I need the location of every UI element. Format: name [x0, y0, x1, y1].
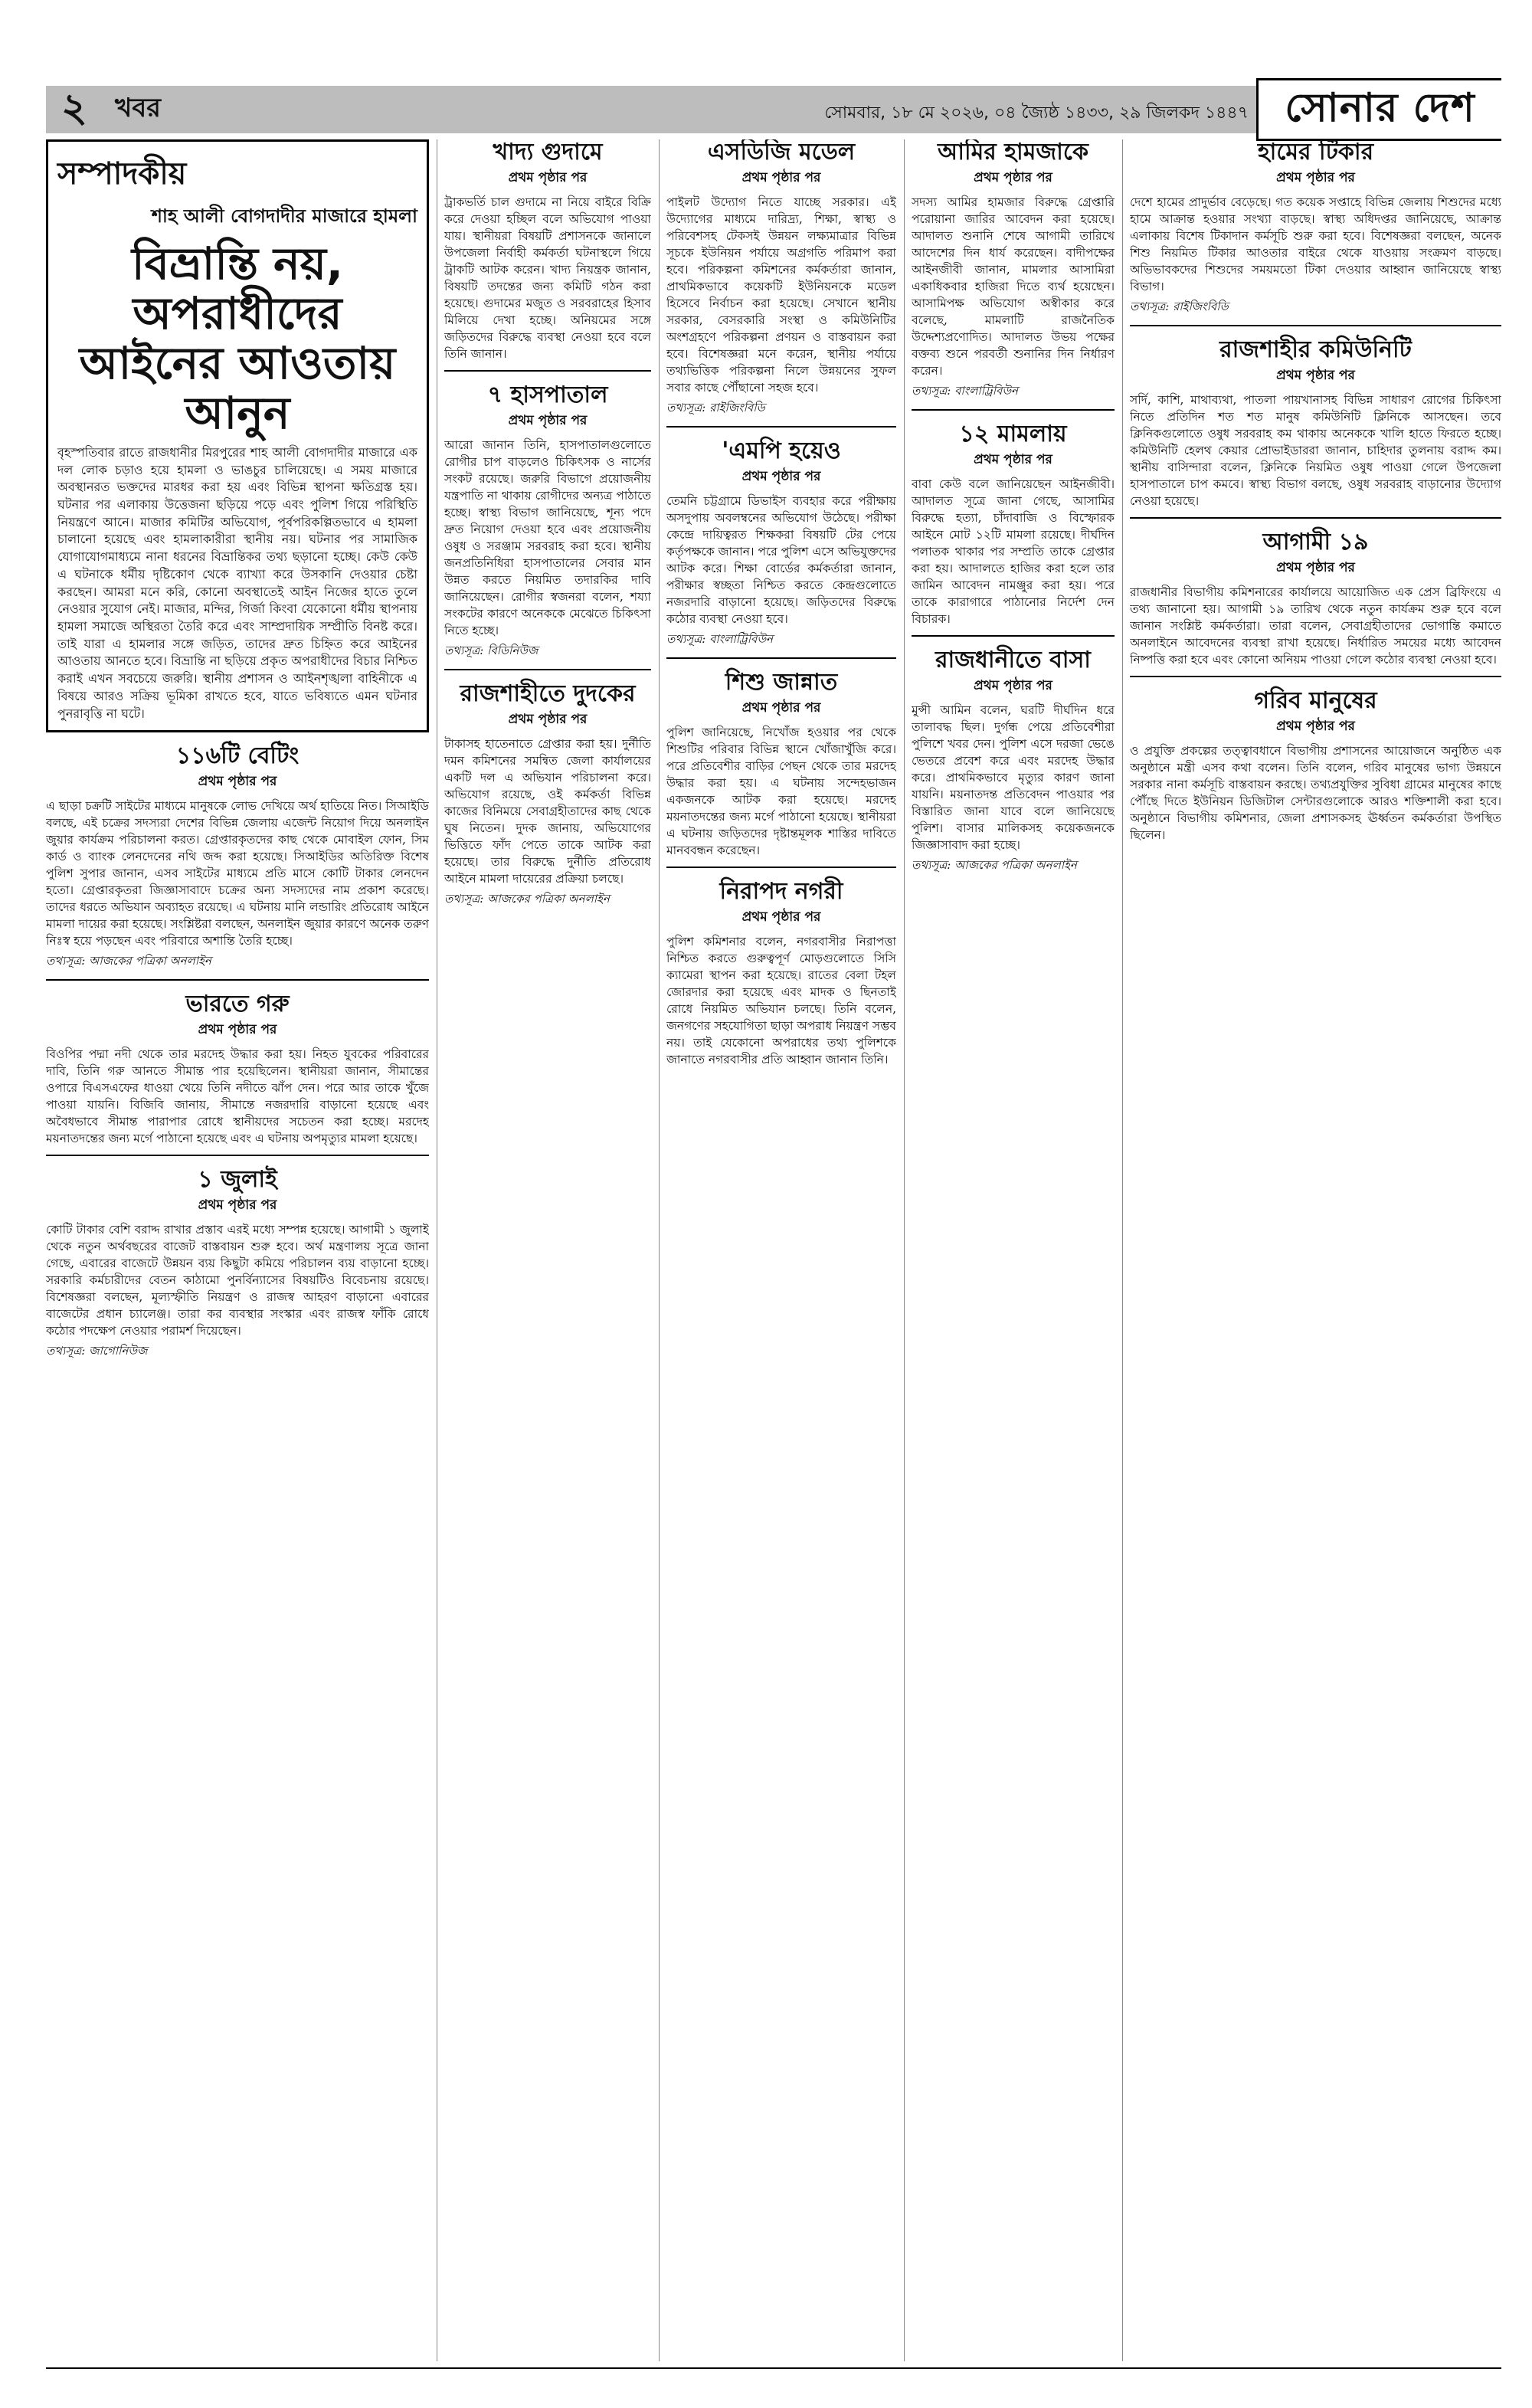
continued-label: প্রথম পৃষ্ঠার পর	[198, 1197, 277, 1214]
source-line: তথ্যসূত্র: আজকের পত্রিকা অনলাইন	[46, 954, 211, 968]
continued-label: প্রথম পৃষ্ঠার পর	[1276, 560, 1355, 575]
article-headline: ৭ হাসপাতাল	[487, 382, 608, 408]
divider	[444, 370, 651, 372]
divider	[1130, 676, 1501, 677]
source-line: তথ্যসূত্র: রাইজিংবিডি	[666, 401, 765, 414]
article-body: সর্দি, কাশি, মাথাব্যথা, পাতলা পায়খানাসহ বিভিন্ন সাধারণ রোগের চিকিৎসা নিতে প্রতিদিন শত শত মানুষ কমিউনিটি ক্লিনিকে আসছেন। তবে ক্লিনিকগুলোতে ওষুধ সরবরাহ কম থাকায় অনেককে খালি হাতে ফিরতে হচ্ছে। কমিউনিটি হেলথ কেয়ার প্রোভাইডাররা জানান, চাহিদার তুলনায় বরাদ্দ কম। স্থানীয় বাসিন্দারা বলেন, ক্লিনিকে নিয়মিত ওষুধ পাওয়া গেলে উপজেলা হাসপাতালে চাপ কমবে। স্বাস্থ্য বিভাগ বলছে, ওষুধ সরবরাহ বাড়ানোর উদ্যোগ নেওয়া হয়েছে।	[1130, 393, 1501, 508]
article-body: বিওপির পদ্মা নদী থেকে তার মরদেহ উদ্ধার করা হয়। নিহত যুবকের পরিবারের দাবি, তিনি গরু আনতে সীমান্ত পার হয়েছিলেন। স্থানীয়রা জানান, সীমান্তের ওপারে বিএসএফের ধাওয়া খেয়ে তিনি নদীতে ঝাঁপ দেন। পরে আর তাকে খুঁজে পাওয়া যায়নি। বিজিবি জানায়, সীমান্তে নজরদারি বাড়ানো হয়েছে এবং অবৈধভাবে সীমান্ত পারাপার রোধে স্থানীয়দের সচেতন করা হচ্ছে। মরদেহ ময়নাতদন্তের জন্য মর্গে পাঠানো হয়েছে এবং এ ঘটনায় অপমৃত্যুর মামলা হয়েছে।	[46, 1047, 429, 1146]
article-headline: শিশু জান্নাত	[725, 669, 838, 696]
article-headline: গরিব মানুষের	[1254, 687, 1377, 714]
continued-label: প্রথম পৃষ্ঠার পর	[1276, 368, 1355, 383]
column-1	[46, 139, 429, 2361]
article-body: ট্রাকভর্তি চাল গুদামে না নিয়ে বাইরে বিক্রি করে দেওয়া হচ্ছিল বলে অভিযোগ পাওয়া যায়। স্থানীয়রা বিষয়টি প্রশাসনকে জানালে উপজেলা নির্বাহী কর্মকর্তা ঘটনাস্থলে গিয়ে ট্রাকটি আটক করেন। খাদ্য নিয়ন্ত্রক জানান, বিষয়টি তদন্তের জন্য কমিটি গঠন করা হয়েছে। গুদামের মজুত ও সরবরাহের হিসাব মিলিয়ে দেখা হচ্ছে। অনিয়মের সঙ্গে জড়িতদের বিরুদ্ধে ব্যবস্থা নেওয়া হবে বলে তিনি জানান।	[444, 195, 651, 361]
editorial-label: সম্পাদকীয়	[57, 156, 187, 192]
continued-label: প্রথম পৃষ্ঠার পর	[508, 712, 588, 727]
divider	[666, 867, 896, 868]
divider	[912, 409, 1115, 411]
brand-logo: সোনার দেশ	[1256, 78, 1501, 141]
column-4	[912, 139, 1115, 2361]
article-body: টাকাসহ হাতেনাতে গ্রেপ্তার করা হয়। দুর্নীতি দমন কমিশনের সমন্বিত জেলা কার্যালয়ের একটি দল এ অভিযান পরিচালনা করে। অভিযোগ রয়েছে, ওই কর্মকর্তা বিভিন্ন কাজের বিনিময়ে সেবাগ্রহীতাদের কাছ থেকে ঘুষ নিতেন। দুদক জানায়, অভিযোগের ভিত্তিতে ফাঁদ পেতে তাকে আটক করা হয়েছে। তার বিরুদ্ধে দুর্নীতি প্রতিরোধ আইনে মামলা দায়েরের প্রক্রিয়া চলছে।	[444, 737, 651, 886]
continued-label: প্রথম পৃষ্ঠার পর	[741, 700, 821, 716]
divider	[46, 1155, 429, 1156]
article-headline: রাজশাহীতে দুদকের	[460, 680, 636, 707]
article-headline: ১২ মামলায়	[959, 421, 1067, 447]
article-body: পাইলট উদ্যোগ নিতে যাচ্ছে সরকার। এই উদ্যোগের মাধ্যমে দারিদ্র্য, শিক্ষা, স্বাস্থ্য ও পরিবেশসহ টেকসই উন্নয়ন লক্ষ্যমাত্রার বিভিন্ন সূচকে ইউনিয়ন পর্যায়ে অগ্রগতি পরিমাপ করা হবে। পরিকল্পনা কমিশনের কর্মকর্তারা জানান, প্রাথমিকভাবে কয়েকটি ইউনিয়নকে মডেল হিসেবে নির্বাচন করা হয়েছে। সেখানে স্থানীয় সরকার, বেসরকারি সংস্থা ও কমিউনিটির অংশগ্রহণে পরিকল্পনা প্রণয়ন ও বাস্তবায়ন করা হবে। বিশেষজ্ঞরা মনে করেন, স্থানীয় পর্যায়ে তথ্যভিত্তিক পরিকল্পনা নিলে উন্নয়নের সুফল সবার কাছে পৌঁছানো সহজ হবে।	[666, 195, 896, 395]
divider	[912, 635, 1115, 637]
article-headline: হামের টিকার	[1257, 139, 1374, 165]
continued-label: প্রথম পৃষ্ঠার পর	[741, 909, 821, 925]
continued-label: প্রথম পৃষ্ঠার পর	[1276, 170, 1355, 185]
editorial-box	[46, 139, 429, 732]
article-body: সদস্য আমির হামজার বিরুদ্ধে গ্রেপ্তারি পরোয়ানা জারির আবেদন করা হয়েছে। আদালত শুনানি শেষে আগামী তারিখে আদেশের দিন ধার্য করেছেন। বাদীপক্ষের আইনজীবী জানান, মামলার আসামিরা একাধিকবার হাজিরা দিতে ব্যর্থ হয়েছেন। আসামিপক্ষ অভিযোগ অস্বীকার করে বলেছে, মামলাটি রাজনৈতিক উদ্দেশ্যপ্রণোদিত। আদালত উভয় পক্ষের বক্তব্য শুনে পরবর্তী শুনানির দিন নির্ধারণ করেন।	[912, 195, 1115, 378]
article-headline: নিরাপদ নগরী	[719, 878, 843, 905]
article-headline: 'এমপি হয়েও	[722, 437, 841, 464]
column-divider	[659, 139, 660, 2361]
article-body: বাবা কেউ বলে জানিয়েছেন আইনজীবী। আদালত সূত্রে জানা গেছে, আসামির বিরুদ্ধে হত্যা, চাঁদাবাজি ও বিস্ফোরক আইনে মোট ১২টি মামলা রয়েছে। দীর্ঘদিন পলাতক থাকার পর সম্প্রতি তাকে গ্রেপ্তার করা হয়। আদালতে হাজির করা হলে তার জামিন আবেদন নামঞ্জুর করা হয়। পরে তাকে কারাগারে পাঠানোর নির্দেশ দেন বিচারক।	[912, 477, 1115, 626]
column-2	[444, 139, 651, 2361]
editorial-body: বৃহস্পতিবার রাতে রাজধানীর মিরপুরের শাহ আলী বোগদাদীর মাজারে এক দল লোক চড়াও হয়ে হামলা ও ভাঙচুর চালিয়েছে। এ সময় মাজারে অবস্থানরত ভক্তদের মারধর করা হয় এবং বিভিন্ন স্থাপনা ক্ষতিগ্রস্ত হয়। ঘটনার পর এলাকায় উত্তেজনা ছড়িয়ে পড়ে এবং পুলিশ গিয়ে পরিস্থিতি নিয়ন্ত্রণে আনে। মাজার কমিটির অভিযোগ, পূর্বপরিকল্পিতভাবে এ হামলা চালানো হয়েছে এবং হামলাকারীরা স্থানীয় নয়। ঘটনার পর সামাজিক যোগাযোগমাধ্যমে নানা ধরনের বিভ্রান্তিকর তথ্য ছড়ানো হচ্ছে। কেউ কেউ এ ঘটনাকে ধর্মীয় দৃষ্টিকোণ থেকে ব্যাখ্যা করে উসকানি দেওয়ার চেষ্টা করছেন। আমরা মনে করি, কোনো অবস্থাতেই আইন নিজের হাতে তুলে নেওয়ার সুযোগ নেই। মাজার, মন্দির, গির্জা কিংবা যেকোনো ধর্মীয় স্থাপনায় হামলা সমাজে অস্থিরতা তৈরি করে এবং সাম্প্রদায়িক সম্প্রীতি বিনষ্ট করে। তাই যারা এ হামলার সঙ্গে জড়িত, তাদের দ্রুত চিহ্নিত করে আইনের আওতায় আনতে হবে। বিভ্রান্তি না ছড়িয়ে প্রকৃত অপরাধীদের বিচার নিশ্চিত করাই এখন সবচেয়ে জরুরি। স্থানীয় প্রশাসন ও আইনশৃঙ্খলা বাহিনীকে এ বিষয়ে আরও সক্রিয় ভূমিকা রাখতে হবে, যাতে ভবিষ্যতে এমন ঘটনার পুনরাবৃত্তি না ঘটে।	[57, 444, 417, 721]
continued-label: প্রথম পৃষ্ঠার পর	[974, 452, 1052, 467]
article-body: দেশে হামের প্রাদুর্ভাব বেড়েছে। গত কয়েক সপ্তাহে বিভিন্ন জেলায় শিশুদের মধ্যে হামে আক্রান্ত হওয়ার সংখ্যা বাড়ছে। স্বাস্থ্য অধিদপ্তর জানিয়েছে, আক্রান্ত এলাকায় বিশেষ টিকাদান কর্মসূচি শুরু করা হবে। বিশেষজ্ঞরা বলছেন, অনেক শিশু নিয়মিত টিকার আওতার বাইরে থেকে যাওয়ায় সংক্রমণ বাড়ছে। অভিভাবকদের শিশুদের সময়মতো টিকা দেওয়ার আহ্বান জানিয়েছে স্বাস্থ্য বিভাগ।	[1130, 195, 1501, 293]
editorial-title: বিভ্রান্তি নয়, অপরাধীদের আইনের আওতায় আনুন	[79, 238, 396, 439]
source-line: তথ্যসূত্র: আজকের পত্রিকা অনলাইন	[912, 858, 1077, 872]
source-line: তথ্যসূত্র: বাংলাট্রিবিউন	[912, 384, 1018, 398]
footer-rule	[46, 2367, 1501, 2369]
section-name: খবর	[115, 92, 161, 123]
divider	[666, 426, 896, 428]
article-body: রাজধানীর বিভাগীয় কমিশনারের কার্যালয়ে আয়োজিত এক প্রেস ব্রিফিংয়ে এ তথ্য জানানো হয়। আগামী ১৯ তারিখ থেকে নতুন কার্যক্রম শুরু হবে বলে জানান সংশ্লিষ্ট কর্মকর্তারা। তারা বলেন, সেবাগ্রহীতাদের ভোগান্তি কমাতে অনলাইনে আবেদনের ব্যবস্থা রাখা হয়েছে। নির্ধারিত সময়ের মধ্যে আবেদন নিষ্পত্তি করা হবে এবং কোনো অনিয়ম পাওয়া গেলে কঠোর ব্যবস্থা নেওয়া হবে।	[1130, 585, 1501, 667]
article-headline: ভারতে গরু	[185, 991, 290, 1018]
divider	[444, 669, 651, 670]
column-divider	[1122, 139, 1123, 2361]
source-line: তথ্যসূত্র: বাংলাট্রিবিউন	[666, 632, 773, 646]
article-headline: আগামী ১৯	[1262, 529, 1369, 555]
continued-label: প্রথম পৃষ্ঠার পর	[741, 469, 821, 484]
source-line: তথ্যসূত্র: রাইজিংবিডি	[1130, 300, 1229, 313]
article-headline: রাজধানীতে বাসা	[935, 647, 1091, 673]
continued-label: প্রথম পৃষ্ঠার পর	[508, 413, 588, 428]
continued-label: প্রথম পৃষ্ঠার পর	[508, 170, 588, 185]
column-divider	[904, 139, 905, 2361]
continued-label: প্রথম পৃষ্ঠার পর	[198, 774, 277, 790]
article-body: পুলিশ কমিশনার বলেন, নগরবাসীর নিরাপত্তা নিশ্চিত করতে গুরুত্বপূর্ণ মোড়গুলোতে সিসি ক্যামেরা স্থাপন করা হয়েছে। রাতের বেলা টহল জোরদার করা হয়েছে এবং মাদক ও ছিনতাই রোধে নিয়মিত অভিযান চলছে। তিনি বলেন, জনগণের সহযোগিতা ছাড়া অপরাধ নিয়ন্ত্রণ সম্ভব নয়। তাই যেকোনো অপরাধের তথ্য পুলিশকে জানাতে নগরবাসীর প্রতি আহ্বান জানান তিনি।	[666, 935, 896, 1066]
article-body: ও প্রযুক্তি প্রকল্পের তত্ত্বাবধানে বিভাগীয় প্রশাসনের আয়োজনে অনুষ্ঠিত এক অনুষ্ঠানে মন্ত্রী এসব কথা বলেন। তিনি বলেন, গরিব মানুষের ভাগ্য উন্নয়নে সরকার নানা কর্মসূচি বাস্তবায়ন করছে। তথ্যপ্রযুক্তির সুবিধা গ্রামের মানুষের কাছে পৌঁছে দিতে ইউনিয়ন ডিজিটাল সেন্টারগুলোকে আরও শক্তিশালী করা হবে। অনুষ্ঠানে বিভাগীয় কমিশনার, জেলা প্রশাসকসহ ঊর্ধ্বতন কর্মকর্তারা উপস্থিত ছিলেন।	[1130, 744, 1501, 842]
column-3	[666, 139, 896, 2361]
continued-label: প্রথম পৃষ্ঠার পর	[1276, 719, 1355, 734]
divider	[46, 979, 429, 981]
article-body: পুলিশ জানিয়েছে, নিখোঁজ হওয়ার পর থেকে শিশুটির পরিবার বিভিন্ন স্থানে খোঁজাখুঁজি করে। পরে প্রতিবেশীর বাড়ির পেছন থেকে তার মরদেহ উদ্ধার করা হয়। এ ঘটনায় সন্দেহভাজন একজনকে আটক করা হয়েছে। মরদেহ ময়নাতদন্তের জন্য মর্গে পাঠানো হয়েছে। স্থানীয়রা এ ঘটনায় জড়িতদের দৃষ্টান্তমূলক শাস্তির দাবিতে মানববন্ধন করেছেন।	[666, 726, 896, 857]
article-headline: ১১৬টি বেটিং	[175, 742, 300, 770]
continued-label: প্রথম পৃষ্ঠার পর	[198, 1022, 277, 1038]
article-body: আরো জানান তিনি, হাসপাতালগুলোতে রোগীর চাপ বাড়লেও চিকিৎসক ও নার্সের সংকট রয়েছে। জরুরি বিভাগে প্রয়োজনীয় যন্ত্রপাতি না থাকায় রোগীদের অন্যত্র পাঠাতে হচ্ছে। স্বাস্থ্য বিভাগ জানিয়েছে, শূন্য পদে দ্রুত নিয়োগ দেওয়া হবে এবং প্রয়োজনীয় ওষুধ ও সরঞ্জাম সরবরাহ করা হবে। স্থানীয় জনপ্রতিনিধিরা হাসপাতালের সেবার মান উন্নত করতে নিয়মিত তদারকির দাবি জানিয়েছেন। রোগীর স্বজনরা বলেন, শয্যা সংকটের কারণে অনেককে মেঝেতে চিকিৎসা নিতে হচ্ছে।	[444, 438, 651, 637]
column-5	[1130, 139, 1501, 2361]
continued-label: প্রথম পৃষ্ঠার পর	[741, 170, 821, 185]
continued-label: প্রথম পৃষ্ঠার পর	[974, 170, 1052, 185]
source-line: তথ্যসূত্র: জাগোনিউজ	[46, 1344, 148, 1358]
article-body: এ ছাড়া চক্রটি সাইটের মাধ্যমে মানুষকে লোভ দেখিয়ে অর্থ হাতিয়ে নিত। সিআইডি বলছে, এই চক্রের সদস্যরা দেশের বিভিন্ন জেলায় এজেন্ট নিয়োগ দিয়ে অনলাইন জুয়ার কার্যক্রম পরিচালনা করত। গ্রেপ্তারকৃতদের কাছ থেকে মোবাইল ফোন, সিম কার্ড ও ব্যাংক লেনদেনের নথি জব্দ করা হয়েছে। সিআইডির অতিরিক্ত বিশেষ পুলিশ সুপার জানান, এসব সাইটের মাধ্যমে প্রতি মাসে কোটি টাকার লেনদেন হতো। গ্রেপ্তারকৃতরা জিজ্ঞাসাবাদে চক্রের অন্য সদস্যদের নাম প্রকাশ করেছে। তাদের ধরতে অভিযান অব্যাহত রয়েছে। এ ঘটনায় মানি লন্ডারিং প্রতিরোধ আইনে মামলা দায়ের করা হয়েছে। সংশ্লিষ্টরা বলছেন, অনলাইন জুয়ার কারণে অনেক তরুণ নিঃস্ব হয়ে পড়ছেন এবং পরিবারে অশান্তি তৈরি হচ্ছে।	[46, 799, 429, 948]
source-line: তথ্যসূত্র: বিডিনিউজ	[444, 644, 538, 657]
article-body: কোটি টাকার বেশি বরাদ্দ রাখার প্রস্তাব এরই মধ্যে সম্পন্ন হয়েছে। আগামী ১ জুলাই থেকে নতুন অর্থবছরের বাজেট বাস্তবায়ন শুরু হবে। অর্থ মন্ত্রণালয় সূত্রে জানা গেছে, এবারের বাজেটে উন্নয়ন ব্যয় কিছুটা কমিয়ে পরিচালন ব্যয় বাড়ানো হচ্ছে। সরকারি কর্মচারীদের বেতন কাঠামো পুনর্বিন্যাসের বিষয়টিও বিবেচনায় রয়েছে। বিশেষজ্ঞরা বলছেন, মূল্যস্ফীতি নিয়ন্ত্রণ ও রাজস্ব আহরণ বাড়ানো এবারের বাজেটের প্রধান চ্যালেঞ্জ। তারা কর ব্যবস্থার সংস্কার এবং রাজস্ব ফাঁকি রোধে কঠোর পদক্ষেপ নেওয়ার পরামর্শ দিয়েছেন।	[46, 1223, 429, 1338]
editorial-kicker: শাহ আলী বোগদাদীর মাজারে হামলা	[151, 205, 417, 227]
article-headline: রাজশাহীর কমিউনিটি	[1219, 336, 1412, 363]
continued-label: প্রথম পৃষ্ঠার পর	[974, 678, 1052, 693]
page-header	[46, 86, 1501, 133]
page-number: ২	[61, 84, 87, 131]
divider	[666, 657, 896, 659]
article-headline: এসডিজি মডেল	[707, 139, 856, 165]
article-headline: আমির হামজাকে	[938, 139, 1088, 165]
date-line: সোমবার, ১৮ মে ২০২৬, ০৪ জ্যৈষ্ঠ ১৪৩৩, ২৯ জিলকদ ১৪৪৭	[824, 103, 1249, 123]
article-headline: ১ জুলাই	[198, 1166, 277, 1194]
article-headline: খাদ্য গুদামে	[493, 139, 603, 165]
divider	[1130, 325, 1501, 326]
article-body: তেমনি চট্টগ্রামে ডিভাইস ব্যবহার করে পরীক্ষায় অসদুপায় অবলম্বনের অভিযোগ উঠেছে। পরীক্ষা কেন্দ্রে দায়িত্বরত শিক্ষকরা বিষয়টি টের পেয়ে কর্তৃপক্ষকে জানান। পরে পুলিশ এসে অভিযুক্তদের আটক করে। শিক্ষা বোর্ডের কর্মকর্তারা জানান, পরীক্ষার স্বচ্ছতা নিশ্চিত করতে কেন্দ্রগুলোতে নজরদারি বাড়ানো হয়েছে। জড়িতদের বিরুদ্ধে কঠোর ব্যবস্থা নেওয়া হবে।	[666, 494, 896, 626]
article-body: মুন্সী আমিন বলেন, ঘরটি দীর্ঘদিন ধরে তালাবদ্ধ ছিল। দুর্গন্ধ পেয়ে প্রতিবেশীরা পুলিশে খবর দেন। পুলিশ এসে দরজা ভেঙে ভেতরে প্রবেশ করে এবং মরদেহ উদ্ধার করে। প্রাথমিকভাবে মৃত্যুর কারণ জানা যায়নি। ময়নাতদন্ত প্রতিবেদন পাওয়ার পর বিস্তারিত জানা যাবে বলে জানিয়েছে পুলিশ। বাসার মালিকসহ কয়েকজনকে জিজ্ঞাসাবাদ করা হচ্ছে।	[912, 703, 1115, 852]
source-line: তথ্যসূত্র: আজকের পত্রিকা অনলাইন	[444, 892, 610, 906]
divider	[1130, 517, 1501, 519]
